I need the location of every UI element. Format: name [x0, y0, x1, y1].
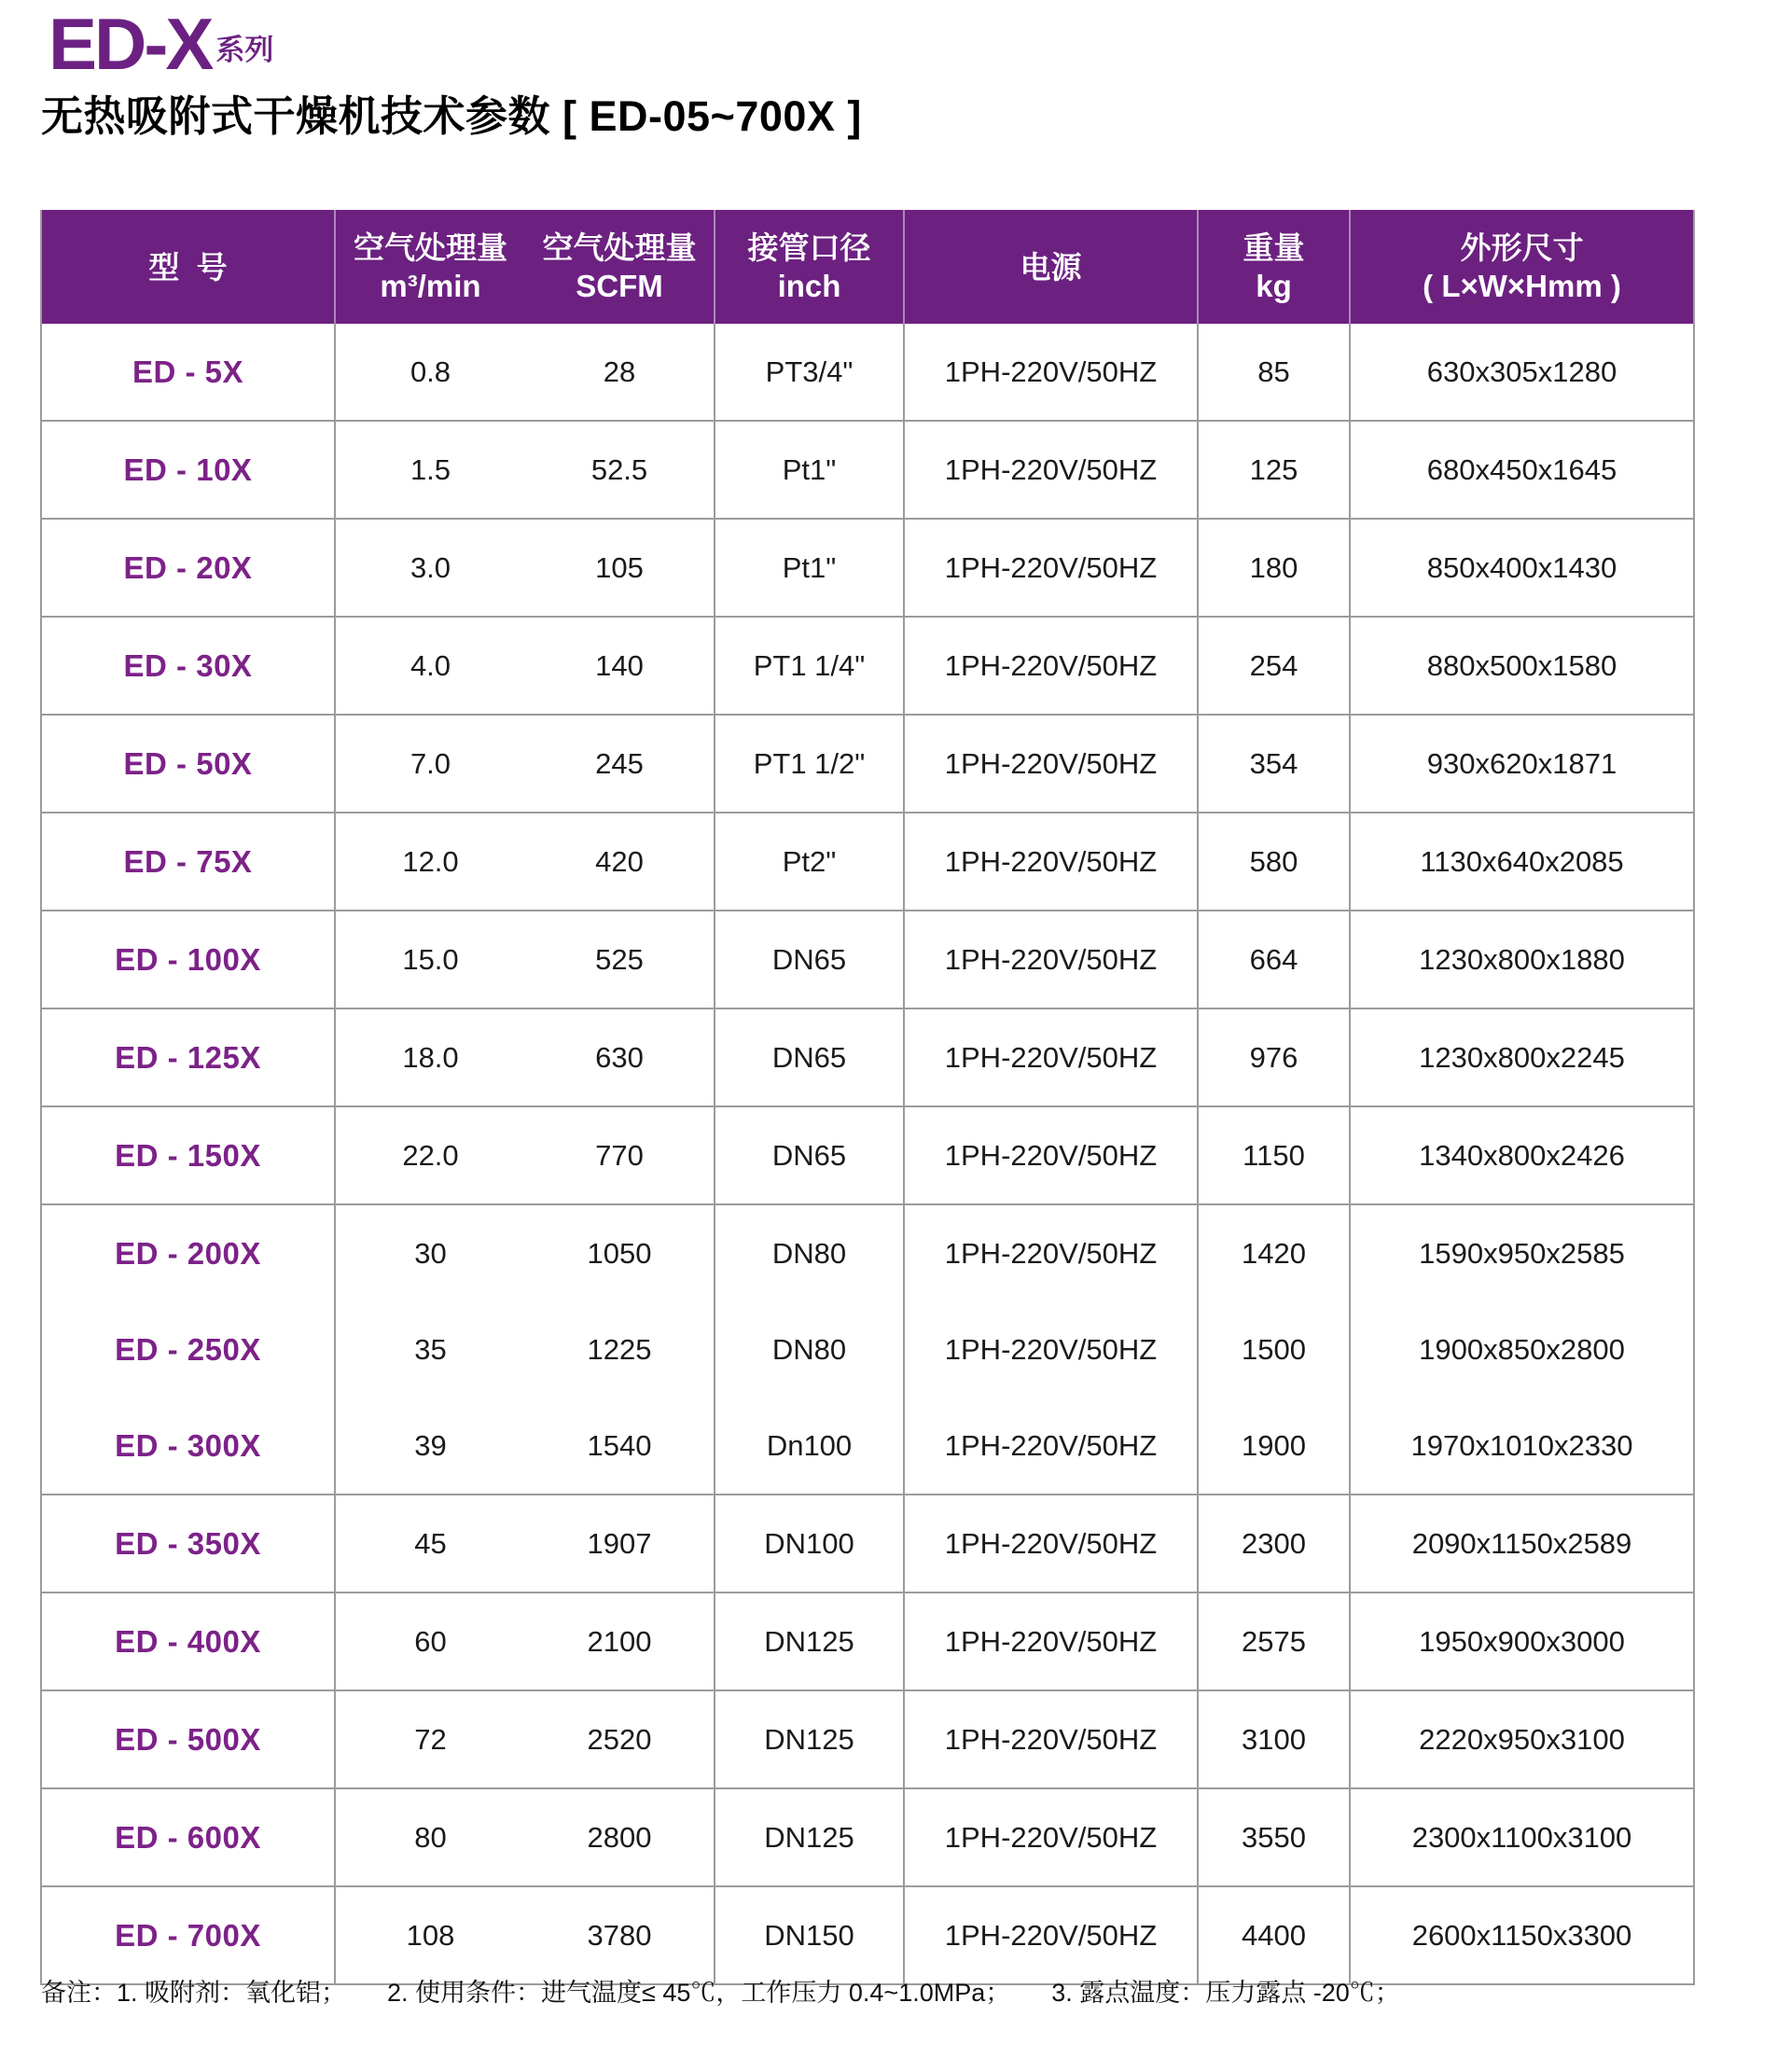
cell-power: 1PH-220V/50HZ: [904, 1495, 1198, 1592]
table-row: [41, 715, 1694, 813]
table-row: [41, 1008, 1694, 1106]
table-row: [41, 324, 1694, 421]
cell-model: ED - 600X: [41, 1788, 335, 1886]
cell-power: 1PH-220V/50HZ: [904, 1398, 1198, 1495]
cell-weight: 2300: [1198, 1495, 1350, 1592]
cell-dims: 850x400x1430: [1350, 519, 1694, 617]
header-capacity-scfm: 空气处理量 SCFM: [525, 210, 715, 324]
cell-pipe: Dn100: [715, 1398, 904, 1495]
cell-scfm: 245: [525, 715, 715, 813]
table-row: [41, 1106, 1694, 1204]
cell-power: 1PH-220V/50HZ: [904, 617, 1198, 715]
cell-dims: 2090x1150x2589: [1350, 1495, 1694, 1592]
cell-scfm: 630: [525, 1008, 715, 1106]
cell-model: ED - 350X: [41, 1495, 335, 1592]
cell-model: ED - 250X: [41, 1301, 335, 1398]
cell-model: ED - 100X: [41, 911, 335, 1008]
cell-m3min: 4.0: [335, 617, 525, 715]
cell-scfm: 525: [525, 911, 715, 1008]
footnote-group-1: [41, 1972, 346, 2009]
cell-pipe: DN80: [715, 1204, 904, 1301]
cell-model: ED - 500X: [41, 1690, 335, 1788]
spec-table-body: [41, 324, 1694, 1984]
cell-power: 1PH-220V/50HZ: [904, 1301, 1198, 1398]
footnotes: [41, 1972, 1400, 2009]
cell-pipe: DN125: [715, 1592, 904, 1690]
cell-power: 1PH-220V/50HZ: [904, 715, 1198, 813]
spec-table: [40, 210, 1695, 1985]
cell-weight: 4400: [1198, 1886, 1350, 1984]
cell-m3min: 35: [335, 1301, 525, 1398]
cell-weight: 125: [1198, 421, 1350, 519]
cell-scfm: 2100: [525, 1592, 715, 1690]
table-row: [41, 1788, 1694, 1886]
cell-dims: 2600x1150x3300: [1350, 1886, 1694, 1984]
cell-m3min: 12.0: [335, 813, 525, 911]
series-logo-row: [49, 2, 273, 87]
cell-scfm: 420: [525, 813, 715, 911]
cell-dims: 930x620x1871: [1350, 715, 1694, 813]
cell-pipe: PT3/4": [715, 324, 904, 421]
cell-weight: 1150: [1198, 1106, 1350, 1204]
cell-dims: 680x450x1645: [1350, 421, 1694, 519]
cell-model: ED - 200X: [41, 1204, 335, 1301]
cell-m3min: 30: [335, 1204, 525, 1301]
header-dimensions: 外形尺寸 ( L×W×Hmm ): [1350, 210, 1694, 324]
cell-power: 1PH-220V/50HZ: [904, 911, 1198, 1008]
cell-m3min: 15.0: [335, 911, 525, 1008]
cell-scfm: 28: [525, 324, 715, 421]
cell-m3min: 3.0: [335, 519, 525, 617]
cell-dims: 1950x900x3000: [1350, 1592, 1694, 1690]
table-row: [41, 911, 1694, 1008]
cell-pipe: Pt1": [715, 421, 904, 519]
cell-model: ED - 125X: [41, 1008, 335, 1106]
cell-power: 1PH-220V/50HZ: [904, 421, 1198, 519]
cell-weight: 664: [1198, 911, 1350, 1008]
cell-model: ED - 700X: [41, 1886, 335, 1984]
series-logo-suffix: 系列: [215, 34, 274, 66]
table-row: [41, 1495, 1694, 1592]
footnote-item: 3. 露点温度：压力露点 -20℃；: [1051, 1979, 1400, 2007]
cell-weight: 976: [1198, 1008, 1350, 1106]
cell-m3min: 7.0: [335, 715, 525, 813]
cell-m3min: 45: [335, 1495, 525, 1592]
cell-scfm: 1050: [525, 1204, 715, 1301]
cell-scfm: 1540: [525, 1398, 715, 1495]
cell-pipe: PT1 1/2": [715, 715, 904, 813]
cell-scfm: 3780: [525, 1886, 715, 1984]
table-row: [41, 1204, 1694, 1301]
cell-dims: 1130x640x2085: [1350, 813, 1694, 911]
cell-power: 1PH-220V/50HZ: [904, 1106, 1198, 1204]
cell-pipe: DN125: [715, 1690, 904, 1788]
cell-model: ED - 50X: [41, 715, 335, 813]
cell-model: ED - 5X: [41, 324, 335, 421]
cell-dims: 1230x800x1880: [1350, 911, 1694, 1008]
cell-dims: 630x305x1280: [1350, 324, 1694, 421]
cell-pipe: DN125: [715, 1788, 904, 1886]
cell-weight: 580: [1198, 813, 1350, 911]
cell-model: ED - 10X: [41, 421, 335, 519]
cell-weight: 1900: [1198, 1398, 1350, 1495]
table-row: [41, 617, 1694, 715]
cell-m3min: 72: [335, 1690, 525, 1788]
cell-dims: 1340x800x2426: [1350, 1106, 1694, 1204]
header-pipe-size: 接管口径 inch: [715, 210, 904, 324]
cell-power: 1PH-220V/50HZ: [904, 324, 1198, 421]
cell-pipe: DN100: [715, 1495, 904, 1592]
cell-pipe: DN65: [715, 1106, 904, 1204]
cell-scfm: 52.5: [525, 421, 715, 519]
cell-dims: 2300x1100x3100: [1350, 1788, 1694, 1886]
cell-weight: 254: [1198, 617, 1350, 715]
cell-power: 1PH-220V/50HZ: [904, 1008, 1198, 1106]
cell-m3min: 60: [335, 1592, 525, 1690]
cell-weight: 2575: [1198, 1592, 1350, 1690]
page-title: 无热吸附式干燥机技术参数 [ ED-05~700X ]: [41, 92, 862, 140]
table-row: [41, 1690, 1694, 1788]
cell-power: 1PH-220V/50HZ: [904, 1788, 1198, 1886]
table-row: [41, 1592, 1694, 1690]
cell-pipe: DN65: [715, 911, 904, 1008]
header-capacity-m3min: 空气处理量 m³/min: [335, 210, 525, 324]
cell-weight: 85: [1198, 324, 1350, 421]
cell-model: ED - 20X: [41, 519, 335, 617]
cell-model: ED - 300X: [41, 1398, 335, 1495]
cell-m3min: 1.5: [335, 421, 525, 519]
cell-pipe: PT1 1/4": [715, 617, 904, 715]
cell-model: ED - 400X: [41, 1592, 335, 1690]
footnote-item: 2. 使用条件：进气温度≤ 45℃，工作压力 0.4~1.0MPa；: [387, 1979, 1011, 2007]
header-model: 型 号: [41, 210, 335, 324]
cell-weight: 3100: [1198, 1690, 1350, 1788]
cell-weight: 354: [1198, 715, 1350, 813]
table-row: [41, 1398, 1694, 1495]
cell-m3min: 0.8: [335, 324, 525, 421]
cell-m3min: 18.0: [335, 1008, 525, 1106]
footnote-label: 备注：: [41, 1979, 117, 2007]
cell-m3min: 39: [335, 1398, 525, 1495]
cell-weight: 3550: [1198, 1788, 1350, 1886]
cell-weight: 180: [1198, 519, 1350, 617]
cell-dims: 1970x1010x2330: [1350, 1398, 1694, 1495]
table-row: [41, 1301, 1694, 1398]
series-logo: ED-X: [49, 3, 212, 85]
table-row: [41, 1886, 1694, 1984]
cell-weight: 1420: [1198, 1204, 1350, 1301]
cell-model: ED - 150X: [41, 1106, 335, 1204]
header-weight: 重量 kg: [1198, 210, 1350, 324]
cell-dims: 1230x800x2245: [1350, 1008, 1694, 1106]
cell-pipe: DN150: [715, 1886, 904, 1984]
cell-pipe: DN80: [715, 1301, 904, 1398]
cell-m3min: 80: [335, 1788, 525, 1886]
cell-model: ED - 30X: [41, 617, 335, 715]
cell-power: 1PH-220V/50HZ: [904, 1592, 1198, 1690]
cell-m3min: 108: [335, 1886, 525, 1984]
cell-pipe: DN65: [715, 1008, 904, 1106]
table-row: [41, 421, 1694, 519]
cell-scfm: 1225: [525, 1301, 715, 1398]
cell-power: 1PH-220V/50HZ: [904, 1204, 1198, 1301]
cell-power: 1PH-220V/50HZ: [904, 813, 1198, 911]
cell-scfm: 770: [525, 1106, 715, 1204]
cell-dims: 880x500x1580: [1350, 617, 1694, 715]
footnote-item: 1. 吸附剂：氧化铝；: [117, 1979, 347, 2007]
header-power: 电源: [904, 210, 1198, 324]
cell-dims: 1590x950x2585: [1350, 1204, 1694, 1301]
cell-m3min: 22.0: [335, 1106, 525, 1204]
cell-scfm: 2800: [525, 1788, 715, 1886]
table-row: [41, 519, 1694, 617]
cell-model: ED - 75X: [41, 813, 335, 911]
cell-dims: 1900x850x2800: [1350, 1301, 1694, 1398]
cell-scfm: 1907: [525, 1495, 715, 1592]
cell-weight: 1500: [1198, 1301, 1350, 1398]
cell-scfm: 105: [525, 519, 715, 617]
cell-power: 1PH-220V/50HZ: [904, 519, 1198, 617]
cell-dims: 2220x950x3100: [1350, 1690, 1694, 1788]
table-row: [41, 813, 1694, 911]
cell-scfm: 2520: [525, 1690, 715, 1788]
cell-power: 1PH-220V/50HZ: [904, 1886, 1198, 1984]
cell-pipe: Pt1": [715, 519, 904, 617]
cell-pipe: Pt2": [715, 813, 904, 911]
spec-table-header: [41, 210, 1694, 324]
cell-power: 1PH-220V/50HZ: [904, 1690, 1198, 1788]
cell-scfm: 140: [525, 617, 715, 715]
